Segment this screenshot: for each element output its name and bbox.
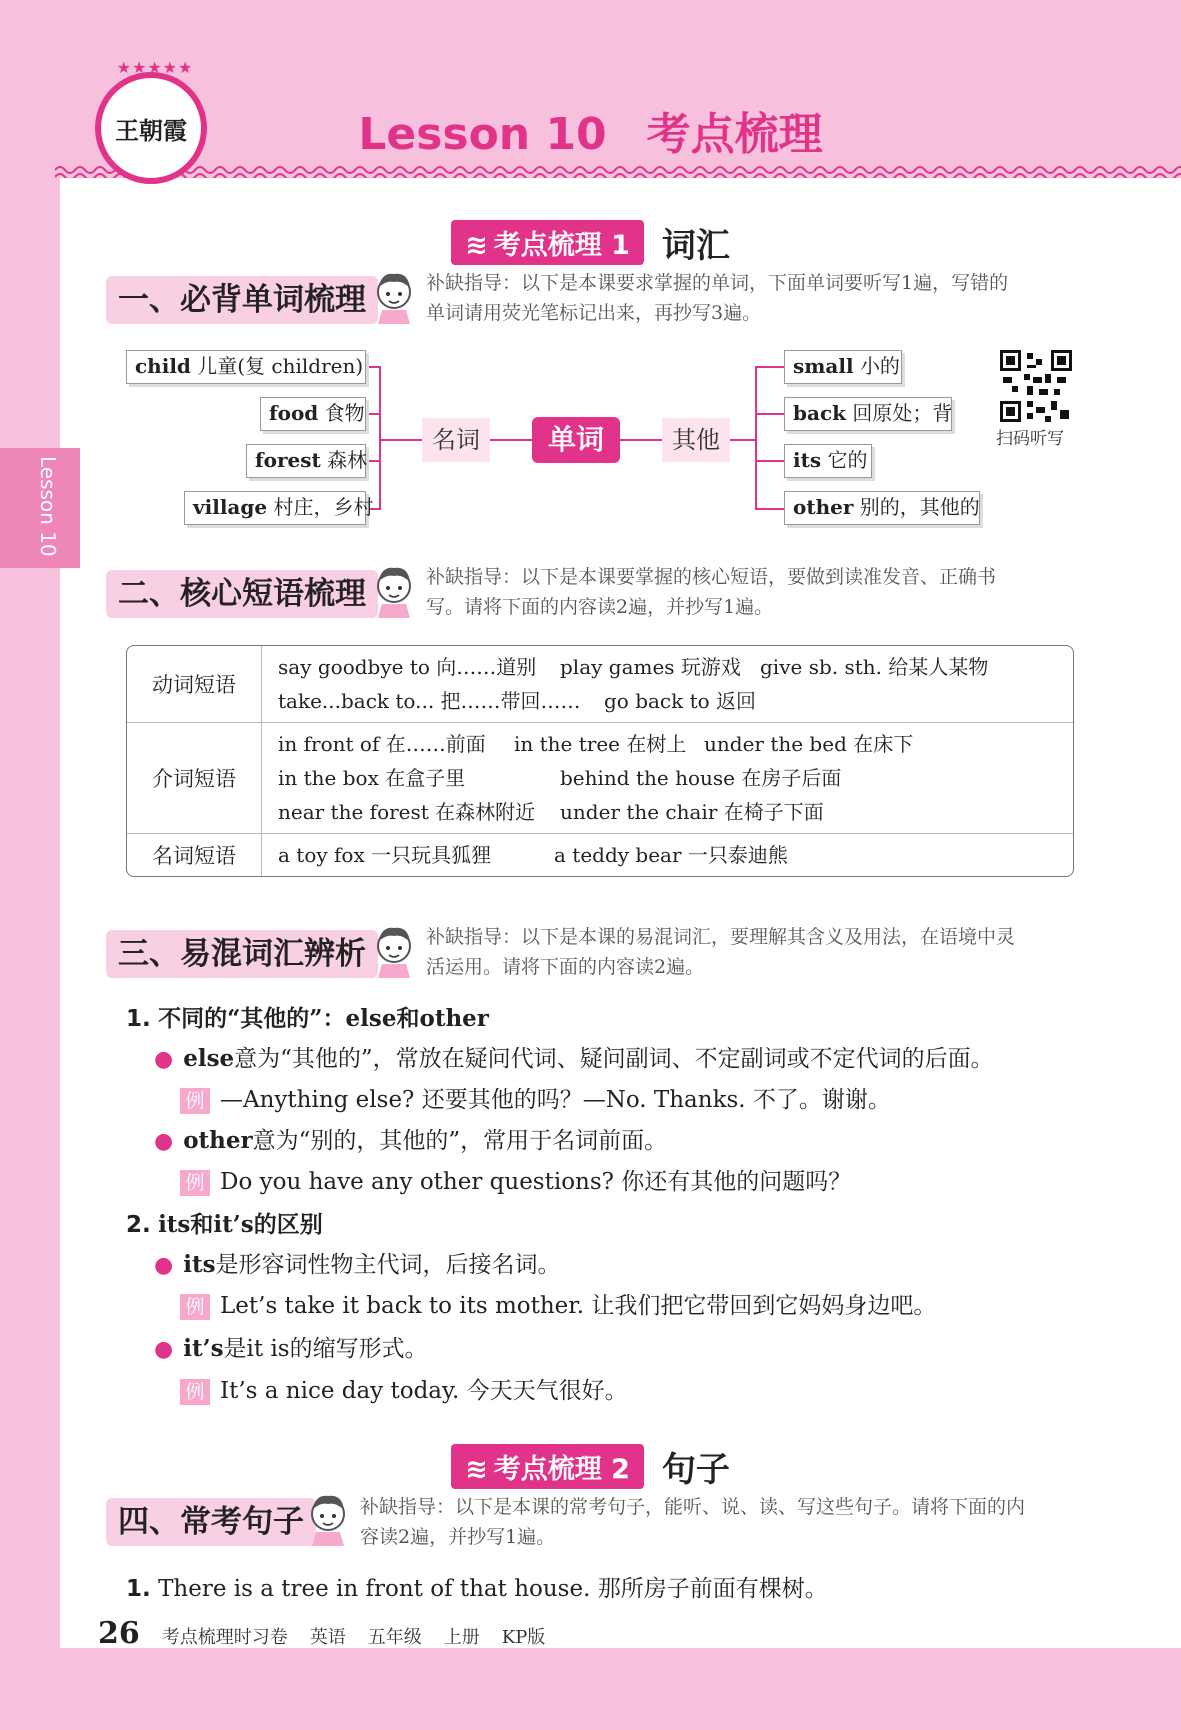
example-label: 例: [180, 1088, 210, 1114]
title-label: 考点梳理: [646, 109, 823, 160]
word-child: child 儿童(复 children): [126, 350, 366, 384]
side-tab-label: Lesson 10: [36, 456, 60, 557]
row-head: 介词短语: [127, 722, 262, 833]
sec2-guide: 补缺指导：以下是本课要掌握的核心短语，要做到读准发音、正确书 写。请将下面的内容读2遍，并抄写1遍。: [426, 566, 997, 618]
sec4-guide: 补缺指导：以下是本课的常考句子，能听、说、读、写这些句子。请将下面的内 容读2遍，并抄写1遍。: [360, 1496, 1026, 1548]
point-2-bullet-2: ● it’s是it is的缩写形式。: [154, 1335, 428, 1362]
point-1-title: 1. 不同的“其他的”：else和other: [126, 1005, 489, 1032]
noun-category: 名词: [422, 418, 490, 462]
qr-code-icon[interactable]: [1000, 350, 1072, 422]
section-heading-2: [0, 1442, 1181, 1491]
words-center: 单词: [532, 417, 620, 463]
student-icon: [372, 270, 416, 324]
example-label: 例: [180, 1379, 210, 1405]
qr-label: 扫码听写: [996, 429, 1064, 449]
sec1-guide: 补缺指导：以下是本课要求掌握的单词，下面单词要听写1遍，写错的 单词请用荧光笔标记出来，再抄写3遍。: [426, 272, 1009, 324]
page-footer: 26 考点梳理时习卷 英语 五年级 上册 KP版: [98, 1616, 546, 1651]
badge-1: ≋ 考点梳理 1: [451, 220, 644, 265]
table-row: 名词短语 a toy fox 一只玩具狐狸 a teddy bear 一只泰迪熊: [127, 833, 1073, 876]
stars-icon: ★★★★★: [116, 58, 194, 77]
point-2-example-2: 例 It’s a nice day today. 今天天气很好。: [180, 1374, 628, 1408]
badge-2: ≋ 考点梳理 2: [451, 1444, 644, 1489]
row-head: 名词短语: [127, 833, 262, 876]
word-food: food 食物: [260, 397, 366, 431]
word-its: its 它的: [784, 444, 872, 478]
point-1-bullet-2: ● other意为“别的，其他的”，常用于名词前面。: [154, 1127, 668, 1154]
page-title: [0, 98, 1181, 162]
point-2-bullet-1: ● its是形容词性物主代词，后接名词。: [154, 1251, 561, 1278]
list-icon: ≋: [465, 230, 488, 261]
bullet-icon: ●: [154, 1047, 174, 1072]
sec4-title: 四、常考句子: [106, 1498, 316, 1546]
student-icon: [306, 1492, 350, 1546]
word-back: back 回原处；背: [784, 397, 952, 431]
word-small: small 小的: [784, 350, 902, 384]
point-1-example-1: 例 —Anything else? 还要其他的吗？—No. Thanks. 不了。谢谢。: [180, 1083, 891, 1117]
example-label: 例: [180, 1294, 210, 1320]
heading-2-label: 句子: [661, 1450, 730, 1490]
bullet-icon: ●: [154, 1253, 174, 1278]
sec2-title: 二、核心短语梳理: [106, 570, 378, 618]
example-label: 例: [180, 1170, 210, 1196]
sec1-title: 一、必背单词梳理: [106, 276, 378, 324]
bullet-icon: ●: [154, 1129, 174, 1154]
side-tab: [0, 448, 80, 568]
word-forest: forest 森林: [246, 444, 366, 478]
sec3-title: 三、易混词汇辨析: [106, 930, 378, 978]
word-other: other 别的，其他的: [784, 491, 980, 525]
word-village: village 村庄，乡村: [184, 491, 366, 525]
point-1-example-2: 例 Do you have any other questions? 你还有其他的问题吗？: [180, 1165, 851, 1199]
logo-text: 王朝霞: [115, 115, 187, 145]
sentence-1: 1. There is a tree in front of that house. 那所房子前面有棵树。: [126, 1576, 828, 1602]
row-head: 动词短语: [127, 646, 262, 722]
sec3-guide: 补缺指导：以下是本课的易混词汇，要理解其含义及用法，在语境中灵 活运用。请将下面的内容读2遍。: [426, 926, 1016, 978]
other-category: 其他: [662, 418, 730, 462]
table-row: 动词短语 say goodbye to 向……道别 play games 玩游戏 give sb. sth. 给某人某物 take...back to... 把……带回…… go back to 返回: [127, 646, 1073, 722]
table-row: 介词短语 in front of 在……前面 in the tree 在树上 under the bed 在床下 in the box 在盒子里 behind the house 在房子后面 near the forest 在森林附近 under the chair 在椅子下面: [127, 722, 1073, 833]
page-number: 26: [98, 1616, 140, 1651]
list-icon: ≋: [465, 1454, 488, 1485]
point-2-title: 2. its和it’s的区别: [126, 1211, 323, 1238]
point-2-example-1: 例 Let’s take it back to its mother. 让我们把它带回到它妈妈身边吧。: [180, 1289, 936, 1323]
student-icon: [372, 924, 416, 978]
student-icon: [372, 564, 416, 618]
bullet-icon: ●: [154, 1337, 174, 1362]
point-1-bullet-1: ● else意为“其他的”，常放在疑问代词、疑问副词、不定副词或不定代词的后面。: [154, 1045, 994, 1072]
section-heading-1: [0, 218, 1181, 267]
phrase-table: [126, 645, 1074, 877]
lesson-label: Lesson 10: [358, 109, 607, 160]
heading-1-label: 词汇: [661, 226, 730, 266]
